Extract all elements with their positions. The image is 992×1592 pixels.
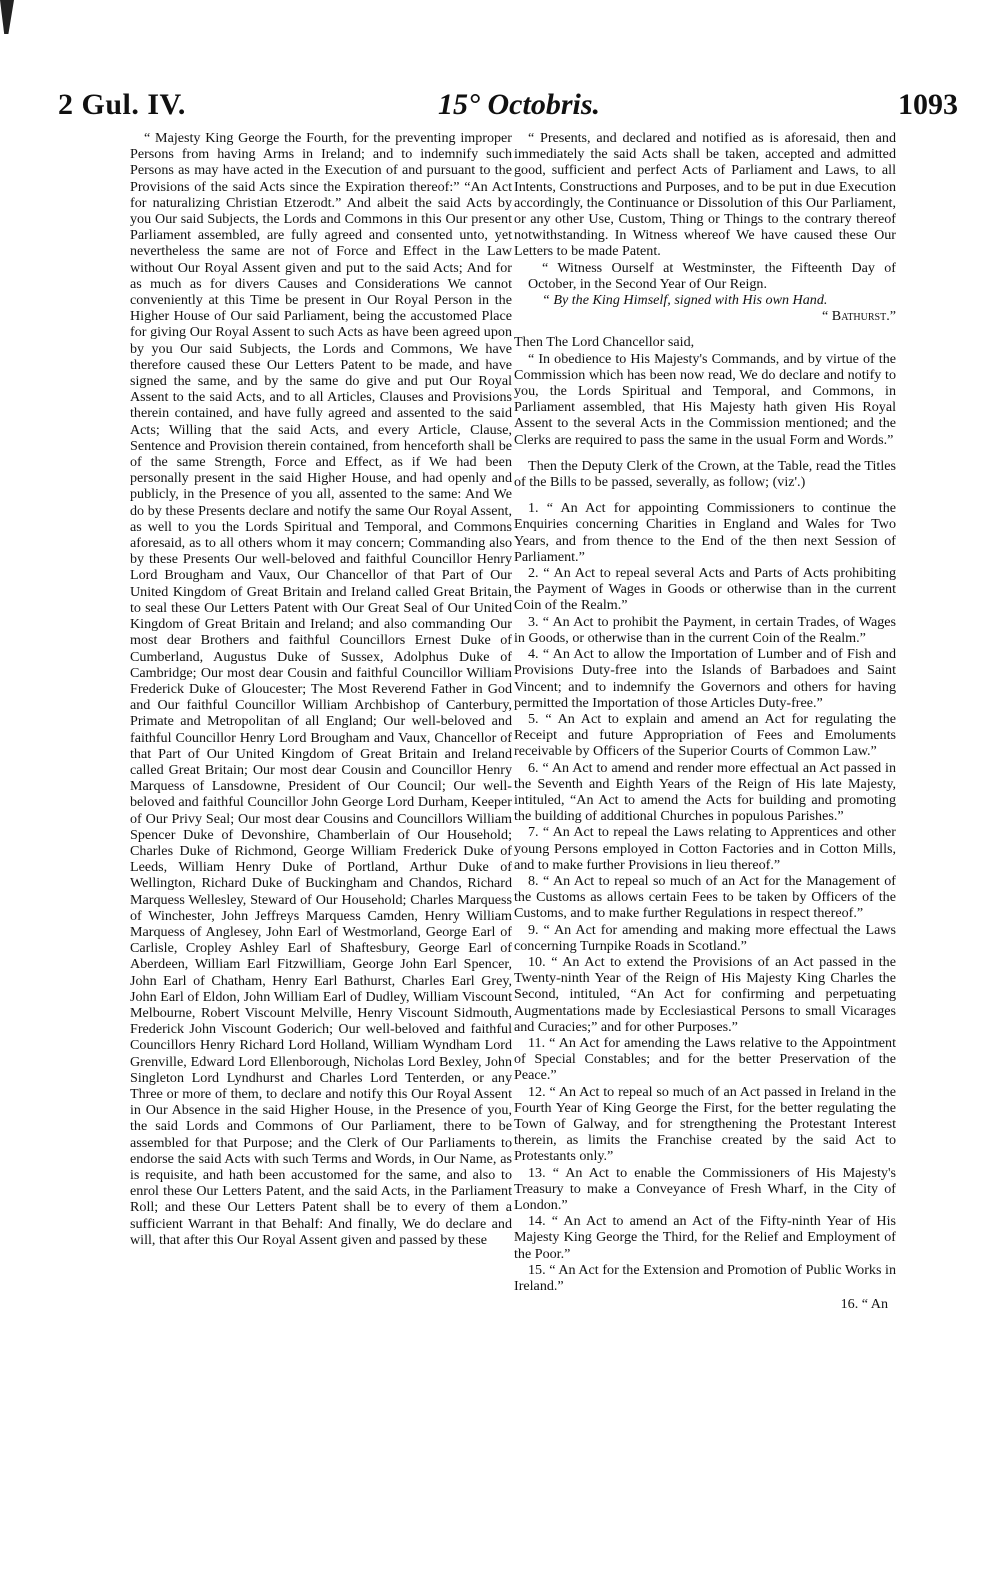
act-item: 10. “ An Act to extend the Provisions of an Act passed in the Twenty-ninth Year of the Reign of His Majesty King Charles the Second, intituled, “An Act for confirming and perpetuating Augmentations made by Ecclesiastical Persons to small Vicarages and Curacies;” and for other Purposes.” bbox=[514, 953, 896, 1035]
left-column bbox=[130, 130, 512, 1248]
letters-patent-text: “ Majesty King George the Fourth, for the preventing improper Persons from having Arms in Ireland; and to indemnify such Persons as may have acted in the Execution of and pursuant to the Provisions of the said Acts since the Expiration thereof:” “An Act for naturalizing Christian Etzerodt.” And albeit the said Acts by you Our said Subjects, the Lords and Commons in this Our present Parliament assembled, are fully agreed and consented unto, yet nevertheless the same are not of Force and Effect in the Law without Our Royal Assent given and put to the said Acts; And for as much as for divers Causes and Considerations We cannot conveniently at this Time be present in Our Royal Person in the Higher House of Our said Parliament, being the accustomed Place for giving Our Royal Assent to such Acts as have been agreed upon by you Our said Subjects, the Lords and Commons, We have therefore caused these Our Letters Patent to be made, and have signed the same, and by the same do give and put Our Royal Assent to the said Acts, and to all Articles, Clauses and Provisions therein contained, and have fully agreed and assented to the said Acts; Willing that the said Acts, and every Article, Clause, Sentence and Provision therein contained, from henceforth shall be of the same Strength, Force and Effect, as if We had been personally present in the said Higher House, and had openly and publicly, in the Presence of you all, assented to the same: And We do by these Presents declare and notify the same Our Royal Assent, as well to you the Lords Spiritual and Temporal, and Commons aforesaid, as to all others whom it may concern; Commanding also by these Presents Our well-beloved and faithful Councillor Henry Lord Brougham and Vaux, Our Chancellor of that Part of Our United Kingdom of Great Britain and Ireland called Great Britain, to seal these Our Letters Patent with Our Great Seal of Our United Kingdom of Great Britain and Ireland; and also commanding Our most dear Brothers and faithful Councillors Ernest Duke of Cumberland, Augustus Duke of Sussex, Adolphus Duke of Cambridge; Our most dear Cousin and faithful Councillor William Frederick Duke of Gloucester; The Most Reverend Father in God and Our faithful Councillor William Archbishop of Canterbury, Primate and Metropolitan of all England; Our well-beloved and faithful Councillor Henry Lord Brougham and Vaux, Chancellor of that Part of Our United Kingdom of Great Britain and Ireland called Great Britain; Our most dear Cousin and Councillor Henry Marquess of Lansdowne, President of Our Council; Our well-beloved and faithful Councillor John George Lord Durham, Keeper of Our Privy Seal; Our most dear Cousins and Councillors William Spencer Duke of Devonshire, Chamberlain of Our Household; Charles Duke of Richmond, George William Frederick Duke of Leeds, William Henry Duke of Portland, Arthur Duke of Wellington, Richard Duke of Buckingham and Chandos, Richard Marquess Wellesley, Steward of Our Household; Charles Marquess of Winchester, John Jeffreys Marquess Camden, Henry William Marquess of Anglesey, John Earl of Westmorland, George Earl of Carlisle, Cropley Ashley Earl of Shaftesbury, George Earl of Aberdeen, William Earl Fitzwilliam, George John Earl Spencer, John Earl of Chatham, Henry Earl Bathurst, Charles Earl Grey, John Earl of Eldon, John William Earl of Dudley, William Viscount Melbourne, Robert Viscount Melville, Henry Viscount Sidmouth, Frederick John Viscount Goderich; Our well-beloved and faithful Councillors Henry Richard Lord Holland, William Wyndham Lord Grenville, Edward Lord Ellenborough, Nicholas Lord Bexley, John Singleton Lord Lyndhurst and Charles Lord Tenterden, or any Three or more of them, to declare and notify this Our Royal Assent in Our Absence in the said Higher House, in the Presence of you, the said Lords and Commons of Our Parliament, there to be assembled for that Purpose; and the Clerk of Our Parliaments to endorse the said Acts with such Terms and Words, in Our Name, as is requisite, and hath been accustomed for the same, and also to enrol these Our Letters Patent, and the said Acts, in the Parliament Roll; and these Our Letters Patent shall be to every of them a sufficient Warrant in that Behalf: And finally, We do declare and will, that after this Our Royal Assent given and passed by these bbox=[130, 130, 512, 1248]
session-date: 15° Octobris. bbox=[438, 88, 600, 121]
act-item: 6. “ An Act to amend and render more effectual an Act passed in the Seventh and Eighth Years of the Reign of His late Majesty, intituled, “An Act to amend the Acts for building and promoting the building of additional Churches in populous Parishes.” bbox=[514, 759, 896, 825]
act-item: 12. “ An Act to repeal so much of an Act passed in Ireland in the Fourth Year of King George the First, for the better regulating the Town of Galway, and for strengthening the Protestant Interest therein, as limits the Franchise created by the said Act to Protestants only.” bbox=[514, 1083, 896, 1165]
act-item: 9. “ An Act for amending and making more effectual the Laws concerning Turnpike Roads in Scotland.” bbox=[514, 921, 896, 954]
act-item: 7. “ An Act to repeal the Laws relating to Apprentices and other young Persons employed in Cotton Factories and in Cotton Mills, and to make further Provisions in lieu thereof.” bbox=[514, 824, 896, 873]
signed-clause: “ By the King Himself, signed with His own Hand. bbox=[542, 292, 828, 309]
act-item: 1. “ An Act for appointing Commissioners to continue the Enquiries concerning Charities in England and Wales for Two Years, and from thence to the End of the then next Session of Parliament.” bbox=[514, 500, 896, 565]
act-item: 11. “ An Act for amending the Laws relative to the Appointment of Special Constables; and for the better Preservation of the Peace.” bbox=[514, 1034, 896, 1084]
chancellor-speech: “ In obedience to His Majesty's Commands, and by virtue of the Commission which has been now read, We do declare and notify to you, the Lords Spiritual and Temporal, and Commons, in Parliament assembled, that His Majesty hath given His Royal Assent to the several Acts in the Commission mentioned; and the Clerks are required to pass the same in the usual Form and Words.” bbox=[514, 350, 896, 448]
chancellor-intro: Then The Lord Chancellor said, bbox=[514, 334, 695, 351]
acts-list bbox=[514, 500, 896, 1294]
act-item: 4. “ An Act to allow the Importation of Lumber and of Fish and Provisions Duty-free into the Islands of Barbadoes and Saint Vincent; and to indemnify the Governors and others for having permitted the Importation of those Articles Duty-free.” bbox=[514, 646, 896, 711]
witness-clause: “ Witness Ourself at Westminster, the Fifteenth Day of October, in the Second Year of Our Reign. bbox=[528, 259, 896, 292]
page-header bbox=[58, 88, 958, 128]
page-number: 1093 bbox=[898, 88, 958, 121]
corner-mark bbox=[0, 0, 14, 34]
act-item: 8. “ An Act to repeal so much of an Act for the Management of the Customs as allows certain Fees to be taken by Officers of the Customs, and to make further Regulations in respect thereof.” bbox=[514, 872, 896, 922]
act-item: 15. “ An Act for the Extension and Promotion of Public Works in Ireland.” bbox=[514, 1261, 896, 1295]
deputy-clerk-note: Then the Deputy Clerk of the Crown, at the Table, read the Titles of the Bills to be passed, severally, as follow; (viz'.) bbox=[514, 457, 896, 491]
act-item: 13. “ An Act to enable the Commissioners of His Majesty's Treasury to make a Conveyance of Fresh Wharf, in the City of London.” bbox=[514, 1164, 896, 1213]
act-item: 5. “ An Act to explain and amend an Act for regulating the Receipt and future Appropriation of Fees and Emoluments receivable by Officers of the Superior Courts of Common Law.” bbox=[514, 710, 896, 760]
right-column bbox=[514, 130, 896, 1312]
act-item: 3. “ An Act to prohibit the Payment, in certain Trades, of Wages in Goods, or otherwise than in the current Coin of the Realm.” bbox=[514, 613, 896, 646]
regnal-year: 2 Gul. IV. bbox=[58, 88, 186, 121]
act-item: 14. “ An Act to amend an Act of the Fifty-ninth Year of His Majesty King George the Third, for the Relief and Employment of the Poor.” bbox=[514, 1213, 896, 1262]
signature: “ Bathurst.” bbox=[822, 308, 896, 325]
act-item: 2. “ An Act to repeal several Acts and Parts of Acts prohibiting the Payment of Wages in Goods or otherwise than in the current Coin of the Realm.” bbox=[514, 565, 896, 614]
catchword: 16. “ An bbox=[840, 1296, 888, 1313]
letters-patent-continuation: “ Presents, and declared and notified as is aforesaid, then and immediately the said Acts shall be taken, accepted and admitted good, sufficient and perfect Acts of Parliament and Laws, to all Intents, Constructions and Purposes, and to be put in due Execution accordingly, the Continuance or Dissolution of this Our Parliament, or any other Use, Custom, Thing or Things to the contrary thereof notwithstanding. In Witness whereof We have caused these Our Letters to be made Patent. bbox=[514, 130, 896, 260]
